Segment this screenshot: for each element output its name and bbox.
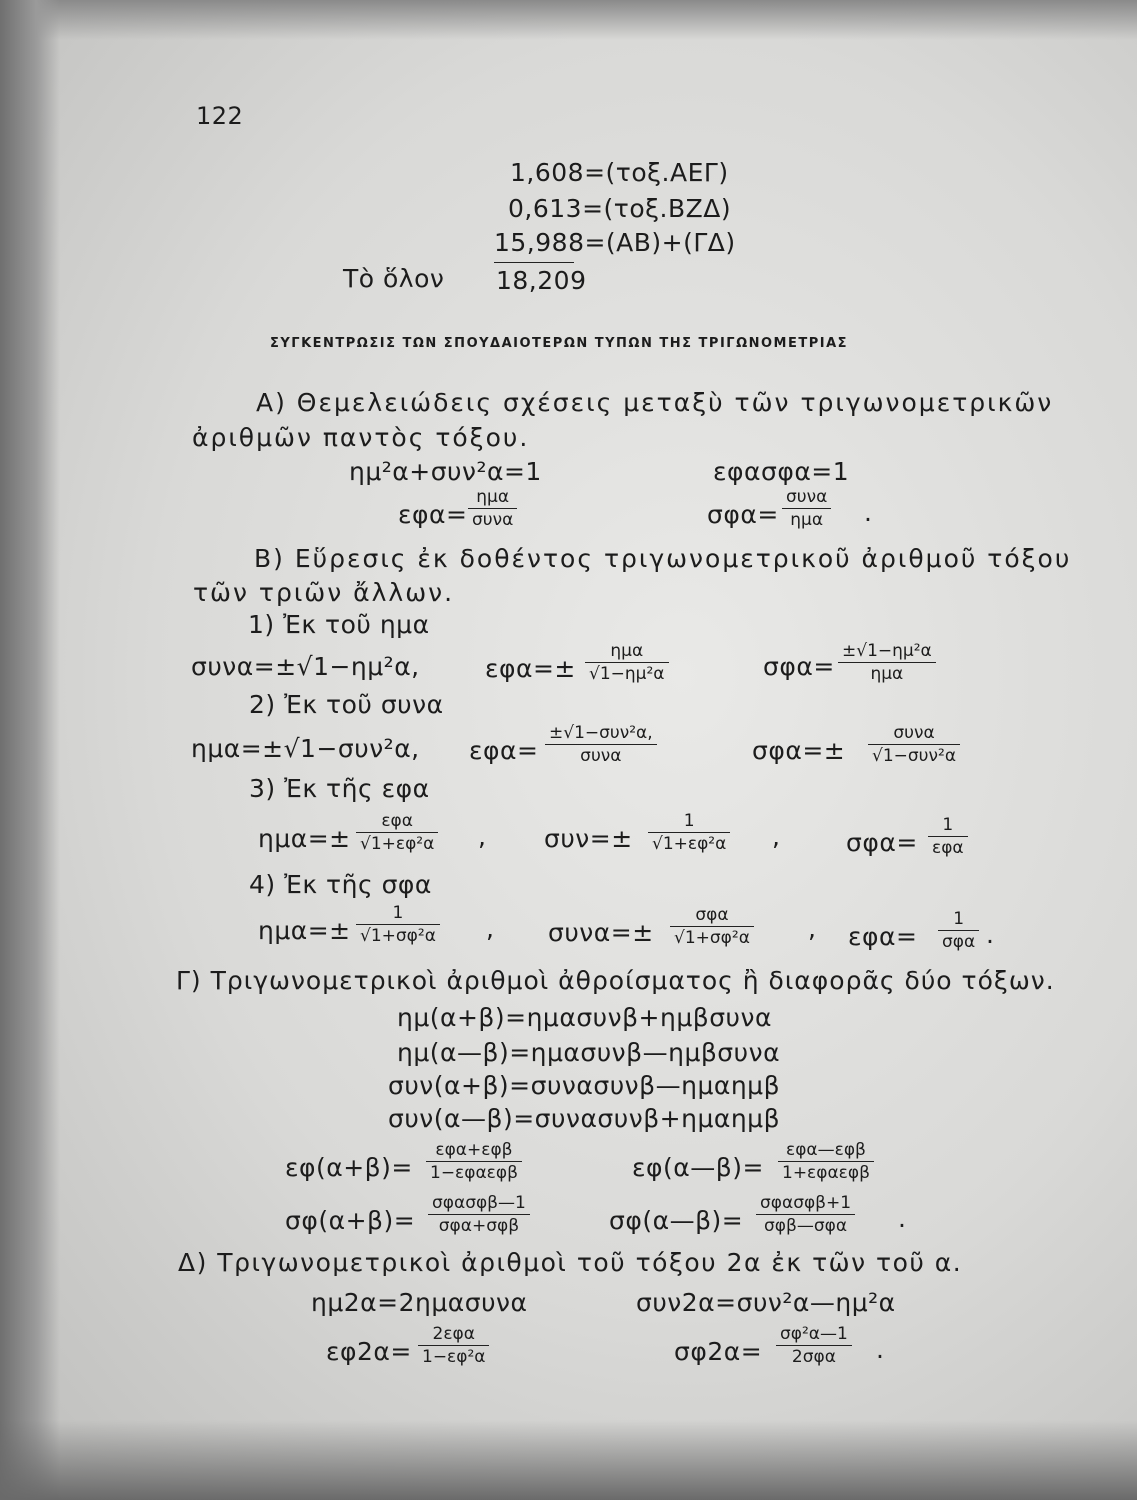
- formula-lhs: εφ(α—β)=: [632, 1153, 764, 1182]
- formula-lhs: σφα=: [846, 828, 918, 857]
- numerator: εφα: [356, 810, 438, 833]
- fraction: [585, 640, 669, 685]
- formula-tail: ,: [486, 914, 495, 943]
- formula: ημ(α—β)=ημασυνβ—ημβσυνα: [397, 1038, 781, 1067]
- formula-lhs: εφα=: [848, 922, 918, 951]
- denominator: σφα: [942, 932, 976, 952]
- formula-lhs: συνα=±: [548, 918, 654, 947]
- formula-lhs: σφ2α=: [674, 1337, 763, 1366]
- fraction: [782, 486, 831, 531]
- formula-lhs: ημα=±: [258, 824, 351, 853]
- case-title: 4) Ἐκ τῆς σφα: [249, 870, 432, 899]
- fraction: [838, 640, 936, 685]
- formula-lhs: σφα=±: [752, 736, 846, 765]
- formula-lhs: σφα=: [707, 500, 779, 529]
- section-g-line: Γ) Τριγωνομετρικοὶ ἀριθμοὶ ἀθροίσματος ἢ διαφορᾶς δύο τόξων.: [176, 966, 1055, 995]
- fraction: [778, 1139, 874, 1184]
- fraction: [418, 1323, 489, 1368]
- fraction: [928, 814, 968, 859]
- formula: ημα=±√1−συν²α,: [191, 734, 420, 763]
- numerator: 1: [928, 814, 968, 837]
- case-title: 3) Ἐκ τῆς εφα: [249, 774, 430, 803]
- sum-row: 0,613=(τοξ.ΒΖΔ): [508, 194, 732, 223]
- denominator: εφα: [932, 838, 964, 858]
- section-b-line: τῶν τριῶν ἄλλων.: [193, 578, 455, 607]
- section-b-line: Β) Εὕρεσις ἐκ δοθέντος τριγωνομετρικοῦ ἀριθμοῦ τόξου: [254, 544, 1072, 573]
- fraction: [776, 1323, 852, 1368]
- numerator: σφασφβ—1: [428, 1192, 530, 1215]
- denominator: ημα: [790, 510, 824, 530]
- formula: ημ2α=2ημασυνα: [311, 1288, 528, 1317]
- case-title: 1) Ἐκ τοῦ ημα: [248, 610, 430, 639]
- section-d-line: Δ) Τριγωνομετρικοὶ ἀριθμοὶ τοῦ τόξου 2α ἐκ τῶν τοῦ α.: [178, 1248, 963, 1277]
- numerator: σφα: [670, 904, 754, 927]
- formula-lhs: εφ2α=: [326, 1337, 412, 1366]
- numerator: συνα: [782, 486, 831, 509]
- formula-tail: .: [898, 1204, 907, 1233]
- denominator: √1−συν²α: [872, 746, 957, 766]
- numerator: 2εφα: [418, 1323, 489, 1346]
- fraction: [428, 1192, 530, 1237]
- sum-row: 15,988=(ΑΒ)+(ΓΔ): [494, 228, 736, 257]
- denominator: √1+εφ²α: [652, 834, 727, 854]
- fraction: [356, 810, 438, 855]
- sum-row: 1,608=(τοξ.ΑΕΓ): [510, 158, 729, 187]
- numerator: 1: [938, 908, 979, 931]
- fraction: [648, 810, 730, 855]
- denominator: σφα+σφβ: [438, 1216, 520, 1236]
- section-header: ΣΥΓΚΕΝΤΡΩΣΙΣ ΤΩΝ ΣΠΟΥΔΑΙΟΤΕΡΩΝ ΤΥΠΩΝ ΤΗΣ ΤΡΙΓΩΝΟΜΕΤΡΙΑΣ: [270, 336, 849, 351]
- numerator: ημα: [468, 486, 517, 509]
- scan-shadow-bottom: [0, 1420, 1137, 1500]
- denominator: ημα: [870, 664, 904, 684]
- formula-lhs: σφ(α—β)=: [609, 1206, 744, 1235]
- denominator: √1+σφ²α: [674, 928, 750, 948]
- formula: ημ(α+β)=ημασυνβ+ημβσυνα: [397, 1003, 772, 1032]
- numerator: συνα: [868, 722, 960, 745]
- denominator: √1−ημ²α: [589, 664, 665, 684]
- formula-tail: ,: [772, 822, 781, 851]
- numerator: εφα+εφβ: [426, 1139, 522, 1162]
- section-a-line: Α) Θεμελειώδεις σχέσεις μεταξὺ τῶν τριγωνομετρικῶν: [256, 388, 1054, 417]
- denominator: 1+εφαεφβ: [782, 1163, 870, 1183]
- total-value: 18,209: [496, 266, 587, 295]
- section-a-line: ἀριθμῶν παντὸς τόξου.: [192, 423, 530, 452]
- formula-tail: .: [864, 498, 873, 527]
- formula-lhs: ημα=±: [258, 916, 351, 945]
- numerator: ημα: [585, 640, 669, 663]
- case-title: 2) Ἐκ τοῦ συνα: [249, 690, 444, 719]
- formula-tail: ,: [808, 914, 817, 943]
- formula-lhs: σφα=: [763, 652, 835, 681]
- fraction: [356, 902, 440, 947]
- fraction: [468, 486, 517, 531]
- fraction: [545, 722, 657, 767]
- denominator: σφβ—σφα: [764, 1216, 848, 1236]
- denominator: √1+σφ²α: [360, 926, 436, 946]
- numerator: ±√1−ημ²α: [838, 640, 936, 663]
- formula-lhs: συν=±: [544, 824, 633, 853]
- denominator: √1+εφ²α: [360, 834, 435, 854]
- denominator: συνα: [472, 510, 514, 530]
- formula-lhs: εφ(α+β)=: [285, 1153, 413, 1182]
- formula-tail: .: [876, 1335, 885, 1364]
- scan-shadow-top: [0, 0, 1137, 40]
- formula: συν(α—β)=συνασυνβ+ημαημβ: [388, 1104, 781, 1133]
- formula-lhs: εφα=±: [485, 654, 576, 683]
- numerator: εφα—εφβ: [778, 1139, 874, 1162]
- formula-lhs: εφα=: [469, 736, 539, 765]
- denominator: συνα: [580, 746, 622, 766]
- total-label: Τὸ ὅλον: [343, 264, 445, 293]
- fraction: [670, 904, 754, 949]
- formula: συν(α+β)=συνασυνβ—ημαημβ: [388, 1071, 781, 1100]
- fraction: [426, 1139, 522, 1184]
- numerator: σφασφβ+1: [756, 1192, 855, 1215]
- formula-tail: .: [986, 920, 995, 949]
- sum-rule: [494, 262, 574, 263]
- fraction: [868, 722, 960, 767]
- denominator: 1−εφαεφβ: [430, 1163, 518, 1183]
- denominator: 1−εφ²α: [422, 1347, 486, 1367]
- numerator: σφ²α—1: [776, 1323, 852, 1346]
- formula: ημ²α+συν²α=1: [349, 457, 542, 486]
- numerator: ±√1−συν²α,: [545, 722, 657, 745]
- denominator: 2σφα: [791, 1347, 836, 1367]
- numerator: 1: [356, 902, 440, 925]
- formula: εφασφα=1: [713, 457, 850, 486]
- formula: συν2α=συν²α—ημ²α: [636, 1288, 896, 1317]
- scan-shadow-left: [0, 0, 60, 1500]
- numerator: 1: [648, 810, 730, 833]
- formula-lhs: εφα=: [398, 500, 468, 529]
- formula: συνα=±√1−ημ²α,: [191, 652, 420, 681]
- fraction: [938, 908, 979, 953]
- formula-tail: ,: [478, 822, 487, 851]
- formula-lhs: σφ(α+β)=: [285, 1206, 416, 1235]
- page-number: 122: [196, 102, 244, 130]
- fraction: [756, 1192, 855, 1237]
